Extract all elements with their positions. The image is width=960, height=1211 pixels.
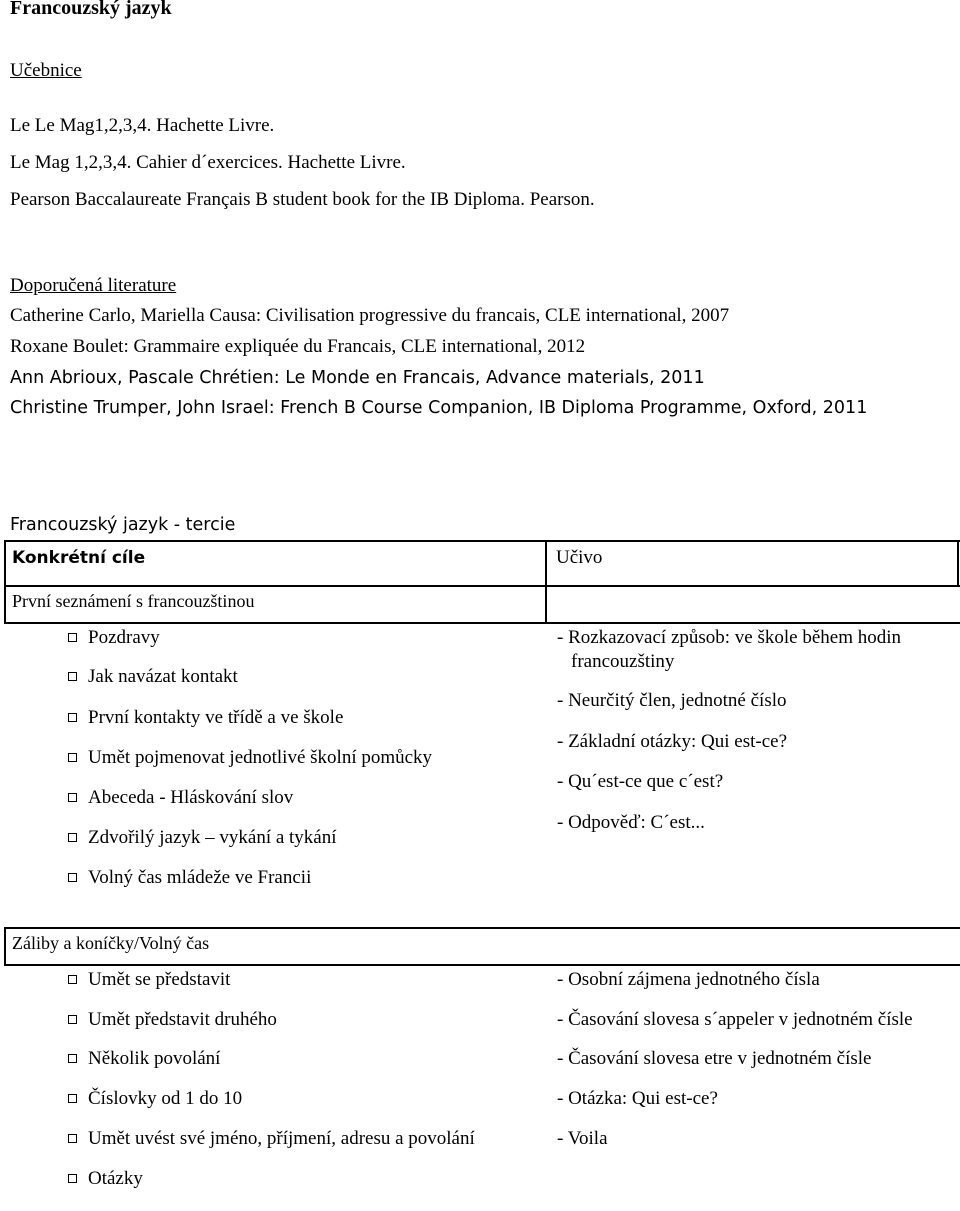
content-item: - Základní otázky: Qui est-ce? — [557, 731, 788, 752]
checkbox-bullet-icon — [68, 633, 77, 642]
literature-item: Roxane Boulet: Grammaire expliquée du Francais, CLE international, 2012 — [10, 336, 586, 357]
checkbox-bullet-icon — [68, 975, 77, 984]
content-item: - Osobní zájmena jednotného čísla — [557, 969, 820, 990]
goal-item: Abeceda - Hláskování slov — [68, 787, 293, 809]
goal-item: Umět se představit — [68, 969, 230, 991]
checkbox-bullet-icon — [68, 1094, 77, 1103]
textbook-item: Le Le Mag1,2,3,4. Hachette Livre. — [10, 115, 275, 136]
goal-item: Umět pojmenovat jednotlivé školní pomůcky — [68, 747, 432, 769]
goal-item: Zdvořilý jazyk – vykání a tykání — [68, 827, 337, 849]
goal-item: První kontakty ve třídě a ve škole — [68, 707, 343, 729]
table-column-divider — [545, 540, 547, 586]
textbook-item: Pearson Baccalaureate Français B student book for the IB Diploma. Pearson. — [10, 189, 595, 210]
checkbox-bullet-icon — [68, 1015, 77, 1024]
table-border-top — [4, 540, 960, 542]
goal-item: Jak navázat kontakt — [68, 666, 238, 688]
content-item: - Otázka: Qui est-ce? — [557, 1088, 718, 1109]
header-content: Učivo — [556, 547, 603, 568]
table-header-divider — [4, 585, 960, 587]
checkbox-bullet-icon — [68, 1134, 77, 1143]
table-border-left — [4, 540, 6, 586]
table-border-left — [4, 929, 6, 965]
header-goals: Konkrétní cíle — [12, 548, 146, 568]
content-item: francouzštiny — [571, 651, 675, 672]
content-item: - Odpověď: C´est... — [557, 812, 705, 833]
literature-item: Catherine Carlo, Mariella Causa: Civilisation progressive du francais, CLE international, 2007 — [10, 305, 730, 326]
checkbox-bullet-icon — [68, 713, 77, 722]
goal-item: Otázky — [68, 1168, 143, 1190]
table-caption: Francouzský jazyk - tercie — [10, 515, 236, 535]
page-title: Francouzský jazyk — [10, 0, 172, 19]
content-item: - Neurčitý člen, jednotné číslo — [557, 690, 787, 711]
literature-heading: Doporučená literature — [10, 275, 177, 296]
checkbox-bullet-icon — [68, 1174, 77, 1183]
checkbox-bullet-icon — [68, 873, 77, 882]
table-column-divider — [545, 587, 547, 623]
goal-item: Pozdravy — [68, 627, 160, 649]
checkbox-bullet-icon — [68, 1054, 77, 1063]
table-row-divider — [4, 964, 960, 966]
table-border-left — [4, 587, 6, 623]
content-item: - Qu´est-ce que c´est? — [557, 771, 724, 792]
goal-item: Umět představit druhého — [68, 1009, 277, 1031]
literature-item: Ann Abrioux, Pascale Chrétien: Le Monde en Francais, Advance materials, 2011 — [10, 368, 705, 388]
goal-item: Umět uvést své jméno, příjmení, adresu a povolání — [68, 1128, 475, 1150]
literature-item: Christine Trumper, John Israel: French B Course Companion, IB Diploma Programme, Oxford, 2011 — [10, 398, 868, 418]
table-border-right — [957, 540, 959, 586]
section-topic: Záliby a koníčky/Volný čas — [12, 933, 210, 953]
checkbox-bullet-icon — [68, 833, 77, 842]
checkbox-bullet-icon — [68, 753, 77, 762]
goal-item: Volný čas mládeže ve Francii — [68, 867, 311, 889]
content-item: - Rozkazovací způsob: ve škole během hodin — [557, 627, 902, 648]
table-row-divider — [4, 927, 960, 929]
textbook-item: Le Mag 1,2,3,4. Cahier d´exercices. Hachette Livre. — [10, 152, 406, 173]
content-item: - Časování slovesa etre v jednotném čísle — [557, 1048, 872, 1069]
content-item: - Časování slovesa s´appeler v jednotném čísle — [557, 1009, 913, 1030]
checkbox-bullet-icon — [68, 793, 77, 802]
goal-item: Několik povolání — [68, 1048, 220, 1070]
textbooks-heading: Učebnice — [10, 60, 82, 81]
checkbox-bullet-icon — [68, 672, 77, 681]
table-row-divider — [4, 622, 960, 624]
goal-item: Číslovky od 1 do 10 — [68, 1088, 242, 1110]
section-topic: První seznámení s francouzštinou — [12, 591, 255, 611]
content-item: - Voila — [557, 1128, 608, 1149]
